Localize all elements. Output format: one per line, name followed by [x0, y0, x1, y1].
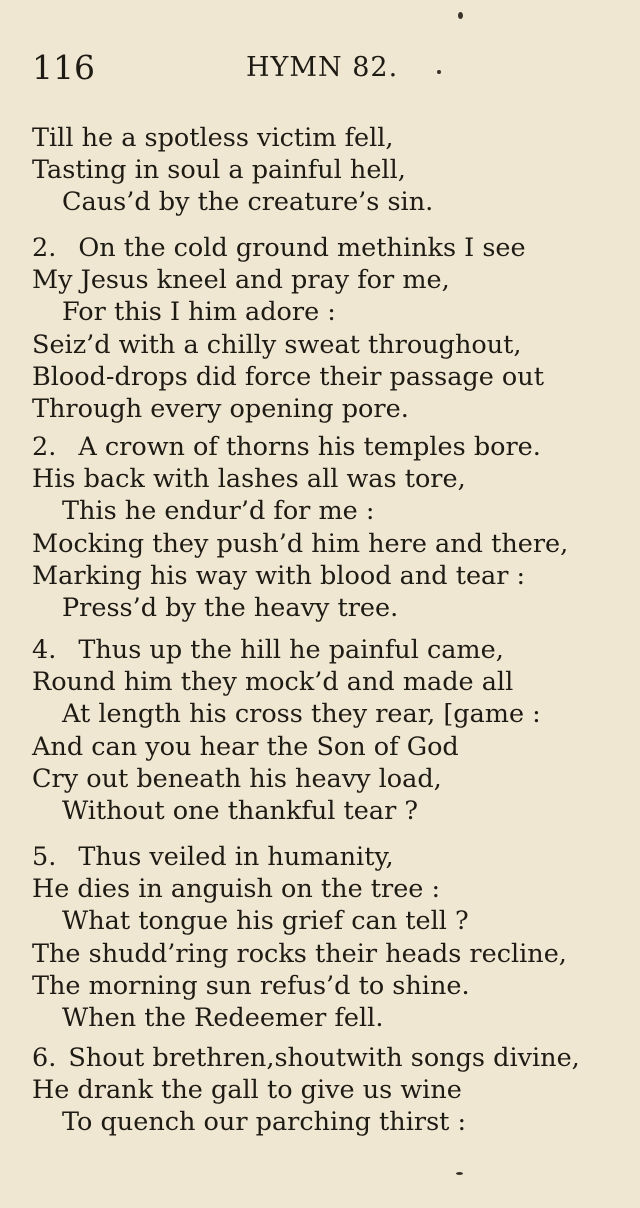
verse-line: He dies in anguish on the tree :	[32, 874, 441, 904]
ink-speck	[437, 70, 441, 74]
verse-line: Till he a spotless victim fell,	[32, 123, 394, 153]
verse-line: At length his cross they rear, [game :	[62, 699, 541, 729]
verse-line: To quench our parching thirst :	[62, 1107, 467, 1137]
verse-line: 6. Shout brethren,shoutwith songs divine,	[32, 1043, 580, 1073]
verse-line: Blood-drops did force their passage out	[32, 362, 544, 392]
verse-line: Marking his way with blood and tear :	[32, 561, 526, 591]
verse-line: Without one thankful tear ?	[62, 796, 419, 826]
verse-line: Mocking they push’d him here and there,	[32, 529, 569, 559]
verse-line: Round him they mock’d and made all	[32, 667, 514, 697]
verse-number: 4.	[32, 635, 57, 665]
running-title: HYMN 82.	[246, 52, 399, 83]
verse-line: Caus’d by the creature’s sin.	[62, 187, 434, 217]
verse-line: This he endur’d for me :	[62, 496, 375, 526]
verse-line: Tasting in soul a painful hell,	[32, 155, 406, 185]
verse-line: Press’d by the heavy tree.	[62, 593, 399, 623]
ink-speck	[458, 12, 463, 19]
verse-line: Seiz’d with a chilly sweat throughout,	[32, 330, 522, 360]
verse-number: 6.	[32, 1043, 57, 1073]
verse-line: 2. A crown of thorns his temples bore.	[32, 432, 541, 462]
ink-speck	[456, 1172, 463, 1175]
verse-line: The shudd’ring rocks their heads recline,	[32, 939, 567, 969]
page-number: 116	[32, 48, 95, 87]
verse-line: 4. Thus up the hill he painful came,	[32, 635, 504, 665]
verse-line: When the Redeemer fell.	[62, 1003, 384, 1033]
verse-number: 2.	[32, 432, 57, 462]
verse-line: His back with lashes all was tore,	[32, 464, 466, 494]
verse-line: Through every opening pore.	[32, 394, 409, 424]
verse-line: He drank the gall to give us wine	[32, 1075, 462, 1105]
verse-number: 5.	[32, 842, 57, 872]
verse-line: 2. On the cold ground methinks I see	[32, 233, 526, 263]
verse-line: What tongue his grief can tell ?	[62, 906, 469, 936]
verse-line: 5. Thus veiled in humanity,	[32, 842, 394, 872]
verse-line: Cry out beneath his heavy load,	[32, 764, 442, 794]
verse-line: And can you hear the Son of God	[32, 732, 459, 762]
verse-line: My Jesus kneel and pray for me,	[32, 265, 450, 295]
verse-line: For this I him adore :	[62, 297, 336, 327]
verse-line: The morning sun refus’d to shine.	[32, 971, 470, 1001]
verse-number: 2.	[32, 233, 57, 263]
